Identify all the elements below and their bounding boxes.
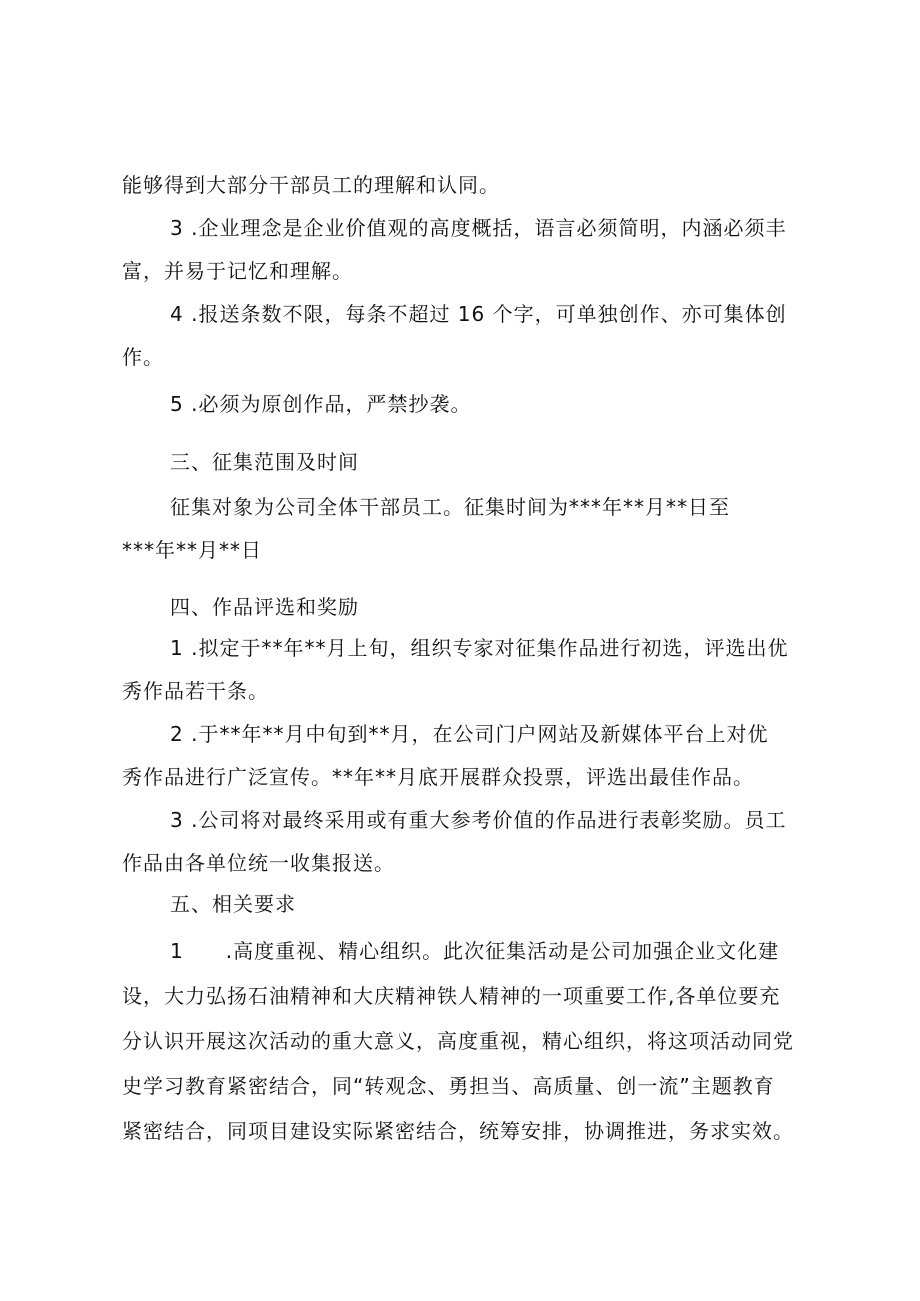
paragraph-continuation-line-1: 能够得到大部分干部员工的理解和认同。 xyxy=(122,173,500,197)
item-3-line-2: 富，并易于记忆和理解。 xyxy=(122,259,353,283)
section-5-item-1-line-2: 设，大力弘扬石油精神和大庆精神铁人精神的一项重要工作,各单位要充 xyxy=(122,984,781,1008)
section-3-body-line-1: 征集对象为公司全体干部员工。征集时间为***年**月**日至 xyxy=(170,495,730,519)
section-3-body-line-2: ***年**月**日 xyxy=(122,538,262,562)
section-5-heading: 五、相关要求 xyxy=(170,892,296,916)
section-4-item-3-line-2: 作品由各单位统一收集报送。 xyxy=(122,851,395,875)
section-5-item-1-line-5: 紧密结合，同项目建设实际紧密结合，统筹安排，协调推进，务求实效。 xyxy=(122,1119,794,1143)
section-5-item-1-line-3: 分认识开展这次活动的重大意义，高度重视，精心组织，将这项活动同党 xyxy=(122,1029,794,1053)
section-5-item-1-line-1: 1 .高度重视、精心组织。此次征集活动是公司加强企业文化建 xyxy=(170,939,780,963)
section-4-item-1-line-1: 1 .拟定于**年**月上旬，组织专家对征集作品进行初选，评选出优 xyxy=(170,636,789,660)
section-4-item-1-line-2: 秀作品若干条。 xyxy=(122,679,269,703)
section-3-heading: 三、征集范围及时间 xyxy=(170,450,359,474)
section-4-item-2-line-2: 秀作品进行广泛宣传。**年**月底开展群众投票，评选出最佳作品。 xyxy=(122,765,754,789)
section-4-item-2-line-1: 2 .于**年**月中旬到**月，在公司门户网站及新媒体平台上对优 xyxy=(170,722,769,746)
item-3-line-1: 3 .企业理念是企业价值观的高度概括，语言必须简明，内涵必须丰 xyxy=(170,216,787,240)
section-4-heading: 四、作品评选和奖励 xyxy=(170,595,359,619)
item-5-line-1: 5 .必须为原创作品，严禁抄袭。 xyxy=(170,392,472,416)
section-4-item-3-line-1: 3 .公司将对最终采用或有重大参考价值的作品进行表彰奖励。员工 xyxy=(170,808,787,832)
item-4-line-1: 4 .报送条数不限，每条不超过 16 个字，可单独创作、亦可集体创 xyxy=(170,302,787,326)
section-5-item-1-line-4: 史学习教育紧密结合，同“转观念、勇担当、高质量、创一流”主题教育 xyxy=(122,1074,775,1098)
item-4-line-2: 作。 xyxy=(122,345,164,369)
